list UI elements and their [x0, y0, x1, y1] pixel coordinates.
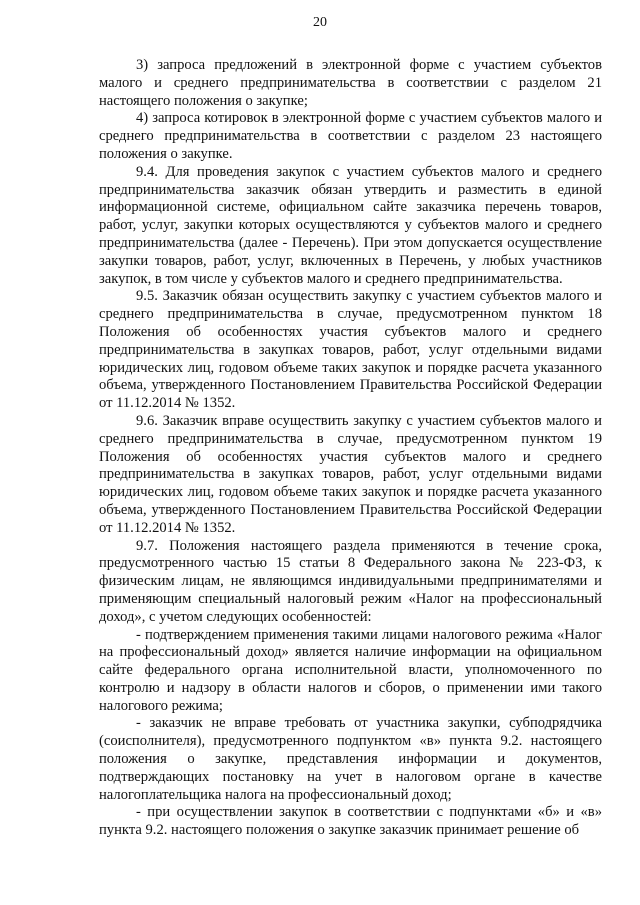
page-number: 20 — [313, 15, 327, 30]
paragraph-dash-2: - заказчик не вправе требовать от участника закупки, субподрядчика (соисполнителя), предусмотренного подпунктом «в» пункта 9.2. настоящего положения о закупке, представления информации и документов, подтверждающих постановку на учет в налоговом органе в качестве налогоплательщика налога на профессиональный доход; — [99, 715, 602, 803]
paragraph-dash-3: - при осуществлении закупок в соответствии с подпунктами «б» и «в» пункта 9.2. настоящего положения о закупке заказчик принимает решение об — [99, 804, 602, 839]
paragraph-item-3: 3) запроса предложений в электронной форме с участием субъектов малого и среднего предпринимательства в соответствии с разделом 21 настоящего положения о закупке; — [99, 57, 602, 109]
paragraph-9-5: 9.5. Заказчик обязан осуществить закупку с участием субъектов малого и среднего предпринимательства в случае, предусмотренном пунктом 18 Положения об особенностях участия субъектов малого и среднего предпринимательства в закупках товаров, работ, услуг отдельными видами юридических лиц, годовом объеме таких закупок и порядке расчета указанного объема, утвержденного Постановлением Правительства Российской Федерации от 11.12.2014 № 1352. — [99, 288, 602, 412]
paragraph-9-4: 9.4. Для проведения закупок с участием субъектов малого и среднего предпринимательства заказчик обязан утвердить и разместить в единой информационной системе, официальном сайте заказчика перечень товаров, работ, услуг, закупки которых осуществляются у субъектов малого и среднего предпринимательства (далее - Перечень). При этом допускается осуществление закупки товаров, работ, услуг, включенных в Перечень, у любых участников закупок, в том числе у субъектов малого и среднего предпринимательства. — [99, 163, 602, 287]
paragraph-dash-1: - подтверждением применения такими лицами налогового режима «Налог на профессиональный доход» является наличие информации на официальном сайте федерального органа исполнительной власти, уполномоченного по контролю и надзору в области налогов и сборов, о применении ими такого налогового режима; — [99, 626, 602, 714]
paragraph-item-4: 4) запроса котировок в электронной форме с участием субъектов малого и среднего предпринимательства в соответствии с разделом 23 настоящего положения о закупке. — [99, 110, 602, 162]
paragraph-9-7: 9.7. Положения настоящего раздела применяются в течение срока, предусмотренного частью 15 статьи 8 Федерального закона № 223-ФЗ, к физическим лицам, не являющимся индивидуальными предпринимателями и применяющим специальный налоговый режим «Налог на профессиональный доход», с учетом следующих особенностей: — [99, 537, 602, 625]
paragraph-9-6: 9.6. Заказчик вправе осуществить закупку с участием субъектов малого и среднего предпринимательства в случае, предусмотренном пунктом 19 Положения об особенностях участия субъектов малого и среднего предпринимательства в закупках товаров, работ, услуг отдельными видами юридических лиц, годовом объеме таких закупок и порядке расчета указанного объема, утвержденного Постановлением Правительства Российской Федерации от 11.12.2014 № 1352. — [99, 412, 602, 536]
document-body — [99, 57, 602, 840]
